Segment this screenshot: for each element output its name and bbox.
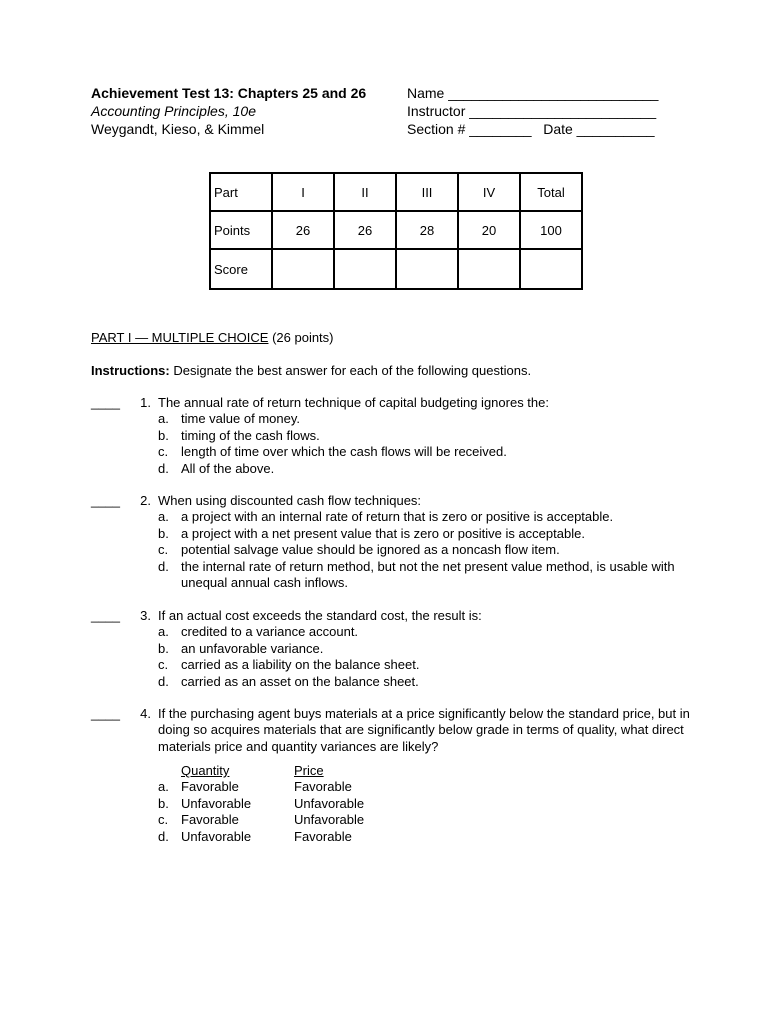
part-title-label: PART I — MULTIPLE CHOICE	[91, 330, 269, 345]
instructor-field[interactable]: Instructor ________________________	[407, 103, 657, 119]
option-b	[153, 526, 713, 542]
option-text: carried as an asset on the balance sheet.	[181, 673, 419, 689]
table-cell: II	[334, 173, 396, 211]
table-cell: Part	[210, 173, 272, 211]
option-a	[153, 624, 713, 640]
option-letter: c.	[158, 812, 169, 828]
answer-blank[interactable]: ____	[91, 608, 120, 623]
instructions-label: Instructions:	[91, 363, 170, 378]
quantity-value: Unfavorable	[181, 795, 252, 811]
question-number: 4.	[140, 706, 151, 721]
option-text: a project with a net present value that is zero or positive is acceptable.	[181, 525, 585, 541]
score-cell[interactable]	[458, 249, 520, 289]
name-field[interactable]: Name ___________________________	[407, 85, 659, 101]
table-cell: IV	[458, 173, 520, 211]
score-cell[interactable]	[272, 249, 334, 289]
option-letter: d.	[158, 828, 169, 844]
option-letter: a.	[158, 411, 169, 427]
quantity-value: Favorable	[181, 779, 239, 795]
part-title	[91, 330, 334, 345]
option-letter: b.	[158, 795, 169, 811]
answer-blank[interactable]: ____	[91, 395, 120, 410]
test-title: Achievement Test 13: Chapters 25 and 26	[91, 85, 367, 101]
test-header	[91, 84, 366, 138]
price-value: Unfavorable	[294, 812, 365, 828]
option-letter: b.	[158, 525, 169, 541]
options-list	[153, 411, 713, 477]
option-b	[153, 641, 713, 657]
options-list	[153, 624, 713, 690]
option-text: All of the above.	[181, 460, 275, 476]
option-c	[153, 444, 713, 460]
option-text: a project with an internal rate of return that is zero or positive is acceptable.	[181, 509, 614, 525]
option-d	[153, 559, 686, 592]
table-cell: I	[272, 173, 334, 211]
option-text: credited to a variance account.	[181, 624, 359, 640]
section-date-field[interactable]: Section # ________ Date __________	[407, 121, 655, 137]
question-stem: The annual rate of return technique of capital budgeting ignores the:	[158, 395, 549, 410]
price-value: Favorable	[294, 828, 352, 844]
question-number: 3.	[140, 608, 151, 623]
option-d	[153, 461, 713, 477]
option-text: carried as a liability on the balance sheet.	[181, 657, 420, 673]
question-stem: When using discounted cash flow techniques:	[158, 493, 422, 508]
question-number: 2.	[140, 493, 151, 508]
matrix-col-quantity: Quantity	[181, 763, 230, 778]
question-number: 1.	[140, 395, 151, 410]
answer-blank[interactable]: ____	[91, 706, 120, 721]
option-d	[153, 674, 713, 690]
instructions	[91, 363, 531, 378]
option-b	[153, 428, 713, 444]
question-stem: If the purchasing agent buys materials at a price significantly below the standard price, but in doing so acquires materials that are significantly below grade in terms of quality, what direct materials price and quantity variances are likely?	[158, 706, 690, 754]
table-row-points	[210, 211, 582, 249]
option-letter: b.	[158, 427, 169, 443]
option-letter: a.	[158, 624, 169, 640]
option-letter: d.	[158, 460, 169, 476]
table-cell: 28	[396, 211, 458, 249]
table-cell: 20	[458, 211, 520, 249]
table-cell: Total	[520, 173, 582, 211]
options-list	[153, 509, 713, 591]
score-cell[interactable]	[520, 249, 582, 289]
option-letter: a.	[158, 509, 169, 525]
quantity-value: Unfavorable	[181, 828, 252, 844]
authors: Weygandt, Kieso, & Kimmel	[91, 121, 265, 137]
option-text: timing of the cash flows.	[181, 427, 320, 443]
price-value: Unfavorable	[294, 795, 365, 811]
answer-blank[interactable]: ____	[91, 493, 120, 508]
instructions-text: Designate the best answer for each of the following questions.	[169, 363, 532, 378]
option-a	[153, 411, 713, 427]
option-letter: b.	[158, 640, 169, 656]
option-text: length of time over which the cash flows will be received.	[181, 444, 507, 460]
table-cell: 100	[520, 211, 582, 249]
option-letter: a.	[158, 779, 169, 795]
table-row-score	[210, 249, 582, 289]
quantity-value: Favorable	[181, 812, 239, 828]
option-text: an unfavorable variance.	[181, 640, 324, 656]
price-value: Favorable	[294, 779, 352, 795]
table-row-headers	[210, 173, 582, 211]
option-c	[153, 657, 713, 673]
option-letter: c.	[158, 657, 169, 673]
score-cell[interactable]	[396, 249, 458, 289]
table-cell: Score	[210, 249, 272, 289]
option-letter: c.	[158, 444, 169, 460]
table-cell: 26	[272, 211, 334, 249]
student-info	[407, 84, 658, 138]
option-letter: d.	[158, 558, 169, 574]
option-text: the internal rate of return method, but not the net present value method, is usable with unequal annual cash inflows.	[181, 558, 675, 591]
option-text: potential salvage value should be ignored as a noncash flow item.	[181, 542, 560, 558]
option-letter: c.	[158, 542, 169, 558]
option-a	[153, 509, 713, 525]
matrix-col-price: Price	[294, 763, 324, 778]
score-table	[209, 172, 583, 290]
option-text: time value of money.	[181, 411, 300, 427]
table-cell: III	[396, 173, 458, 211]
part-points: (26 points)	[268, 330, 334, 345]
option-letter: d.	[158, 673, 169, 689]
score-cell[interactable]	[334, 249, 396, 289]
option-c	[153, 542, 713, 558]
table-cell: Points	[210, 211, 272, 249]
table-cell: 26	[334, 211, 396, 249]
question-stem: If an actual cost exceeds the standard cost, the result is:	[158, 608, 482, 623]
book-title: Accounting Principles, 10e	[91, 103, 256, 119]
